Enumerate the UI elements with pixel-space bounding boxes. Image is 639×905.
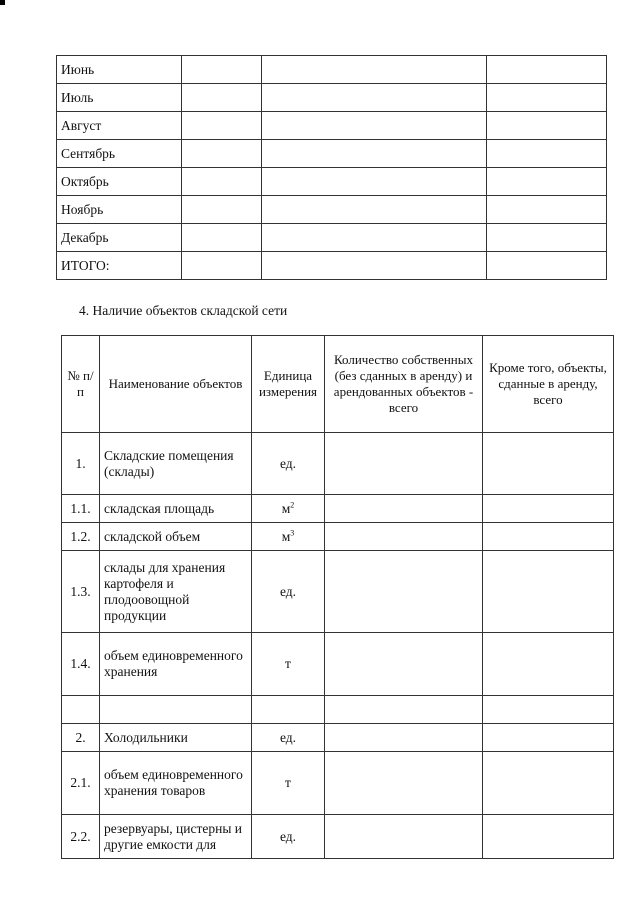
table-cell[interactable] <box>325 433 483 495</box>
table-cell[interactable] <box>483 433 614 495</box>
table-cell[interactable] <box>487 84 607 112</box>
table-header-row <box>62 336 614 433</box>
row-number: 1.4. <box>62 633 100 696</box>
monthly-table <box>56 55 607 280</box>
row-unit: ед. <box>252 815 325 859</box>
table-row <box>62 523 614 551</box>
scan-corner-mark <box>0 0 5 5</box>
table-row <box>62 752 614 815</box>
table-row <box>57 224 607 252</box>
table-row <box>57 84 607 112</box>
table-cell[interactable] <box>325 815 483 859</box>
table-cell[interactable] <box>262 196 487 224</box>
table-cell[interactable] <box>483 724 614 752</box>
row-name <box>100 696 252 724</box>
table-cell[interactable] <box>487 112 607 140</box>
row-number: 1.3. <box>62 551 100 633</box>
row-number: 1. <box>62 433 100 495</box>
table-cell[interactable] <box>483 523 614 551</box>
table-row <box>62 551 614 633</box>
table-row <box>57 196 607 224</box>
table-cell[interactable] <box>487 224 607 252</box>
warehouse-objects-table <box>61 335 614 859</box>
table-cell[interactable] <box>262 140 487 168</box>
row-unit: ед. <box>252 724 325 752</box>
table-cell[interactable] <box>262 56 487 84</box>
month-label: Август <box>57 112 182 140</box>
table-cell[interactable] <box>483 752 614 815</box>
row-number: 1.1. <box>62 495 100 523</box>
row-name: объем единовременного хранения <box>100 633 252 696</box>
row-name: резервуары, цистерны и другие емкости для <box>100 815 252 859</box>
table-cell[interactable] <box>262 224 487 252</box>
row-unit: ед. <box>252 433 325 495</box>
table-row <box>57 56 607 84</box>
row-unit: ед. <box>252 551 325 633</box>
table-cell[interactable] <box>262 252 487 280</box>
table-cell[interactable] <box>483 696 614 724</box>
header-leased-out: Кроме того, объекты, сданные в аренду, всего <box>483 336 614 433</box>
month-label: Июль <box>57 84 182 112</box>
table-cell[interactable] <box>483 633 614 696</box>
table-cell[interactable] <box>262 84 487 112</box>
table-cell[interactable] <box>487 56 607 84</box>
row-unit: т <box>252 752 325 815</box>
header-num: № п/п <box>62 336 100 433</box>
table-cell[interactable] <box>182 252 262 280</box>
row-number: 2.2. <box>62 815 100 859</box>
table-cell[interactable] <box>487 140 607 168</box>
table-cell[interactable] <box>325 633 483 696</box>
row-unit: $м^3$ <box>252 523 325 551</box>
table-cell[interactable] <box>182 196 262 224</box>
table-row <box>57 168 607 196</box>
header-unit: Единица измерения <box>252 336 325 433</box>
header-name: Наименование объектов <box>100 336 252 433</box>
table-cell[interactable] <box>325 495 483 523</box>
table-cell[interactable] <box>487 168 607 196</box>
section-title: 4. Наличие объектов складской сети <box>79 303 288 318</box>
table-row <box>62 724 614 752</box>
table-cell[interactable] <box>325 551 483 633</box>
table-cell[interactable] <box>325 752 483 815</box>
table-cell[interactable] <box>182 84 262 112</box>
table-row <box>57 112 607 140</box>
header-own-rented: Количество собственных (без сданных в аренду) и арендованных объектов - всего <box>325 336 483 433</box>
row-number <box>62 696 100 724</box>
table-row <box>57 252 607 280</box>
table-cell[interactable] <box>182 168 262 196</box>
table-row <box>62 495 614 523</box>
table-cell[interactable] <box>325 523 483 551</box>
total-label: ИТОГО: <box>57 252 182 280</box>
month-label: Декабрь <box>57 224 182 252</box>
table-cell[interactable] <box>487 196 607 224</box>
row-name: складская площадь <box>100 495 252 523</box>
row-number: 1.2. <box>62 523 100 551</box>
row-name: Складские помещения (склады) <box>100 433 252 495</box>
row-unit: $м^2$ <box>252 495 325 523</box>
table-cell[interactable] <box>483 495 614 523</box>
table-cell[interactable] <box>182 224 262 252</box>
table-cell[interactable] <box>483 551 614 633</box>
row-number: 2.1. <box>62 752 100 815</box>
table-cell[interactable] <box>182 112 262 140</box>
row-name: склады для хранения картофеля и плодоовощной продукции <box>100 551 252 633</box>
month-label: Июнь <box>57 56 182 84</box>
table-cell[interactable] <box>325 696 483 724</box>
row-number: 2. <box>62 724 100 752</box>
row-name: объем единовременного хранения товаров <box>100 752 252 815</box>
month-label: Октябрь <box>57 168 182 196</box>
row-unit: т <box>252 633 325 696</box>
month-label: Ноябрь <box>57 196 182 224</box>
table-cell[interactable] <box>483 815 614 859</box>
table-cell[interactable] <box>487 252 607 280</box>
row-unit <box>252 696 325 724</box>
table-cell[interactable] <box>262 112 487 140</box>
row-name: складской объем <box>100 523 252 551</box>
table-cell[interactable] <box>325 724 483 752</box>
table-row <box>62 815 614 859</box>
table-cell[interactable] <box>182 140 262 168</box>
table-row <box>62 696 614 724</box>
table-row <box>62 633 614 696</box>
table-row <box>57 140 607 168</box>
table-cell[interactable] <box>182 56 262 84</box>
month-label: Сентябрь <box>57 140 182 168</box>
row-name: Холодильники <box>100 724 252 752</box>
table-cell[interactable] <box>262 168 487 196</box>
table-row <box>62 433 614 495</box>
